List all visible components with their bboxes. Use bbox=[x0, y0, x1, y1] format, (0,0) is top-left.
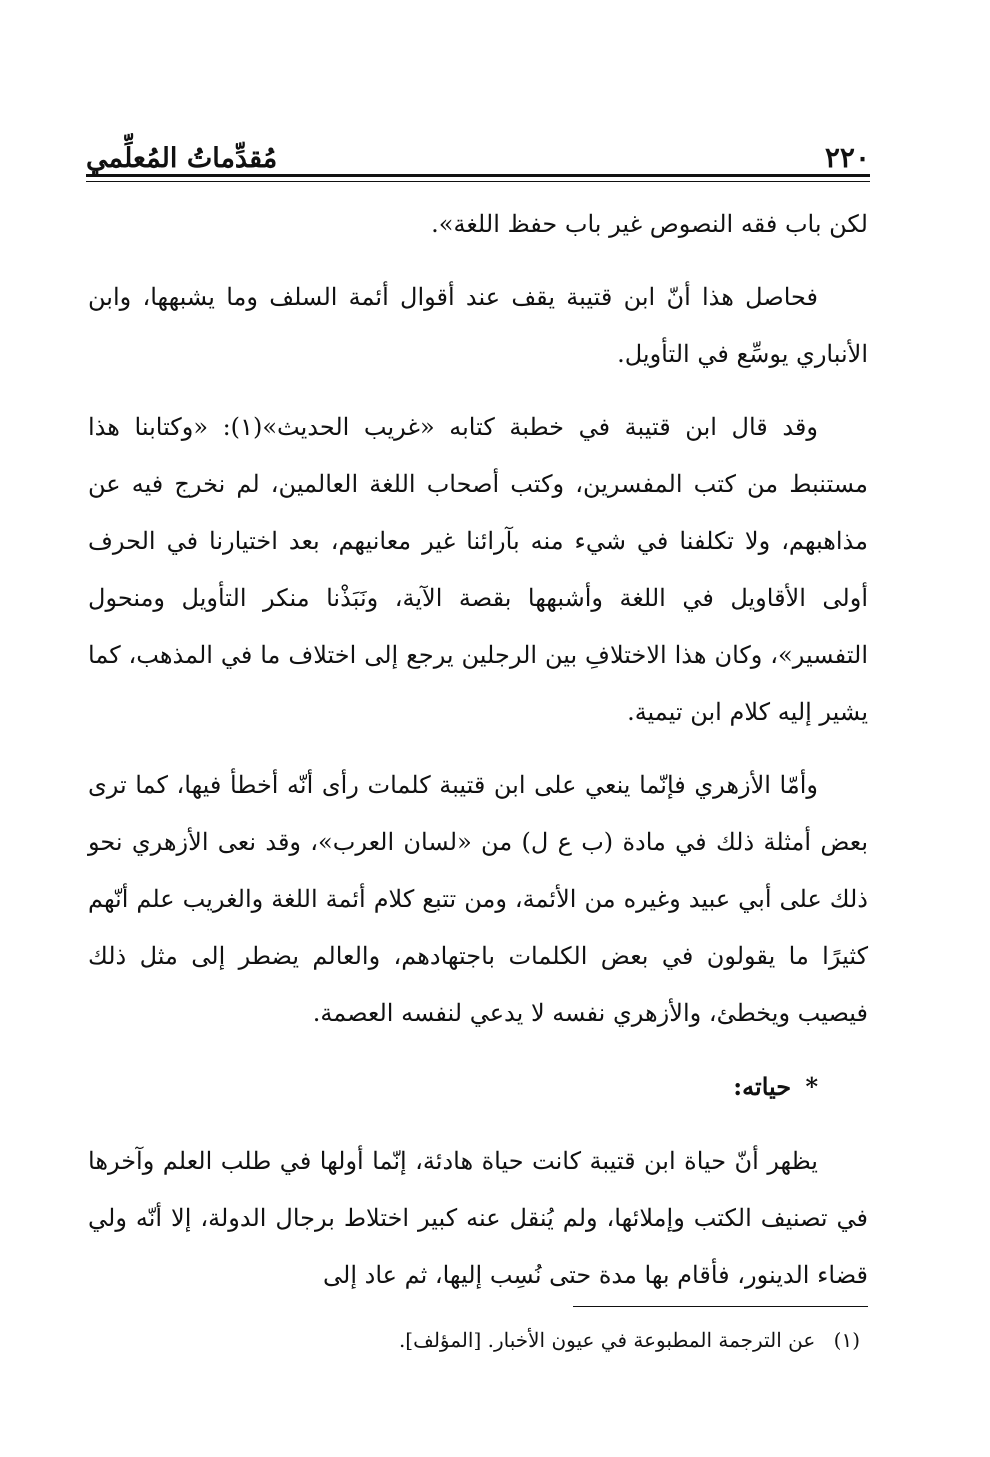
page-header bbox=[86, 128, 870, 172]
heading-text: حياته: bbox=[733, 1072, 792, 1101]
paragraph-continuation: لكن باب فقه النصوص غير باب حفظ اللغة». bbox=[431, 210, 868, 238]
paragraph: وأمّا الأزهري فإنّما ينعي على ابن قتيبة كلمات رأى أنّه أخطأ فيها، كما ترى بعض أمثلة ذلك في مادة (ب ع ل) من «لسان العرب»، وقد نعى الأزهري نحو ذلك على أبي عبيد وغيره من الأئمة، ومن تتبع كلام أئمة اللغة والغريب علم أنّهم كثيرًا ما يقولون في بعض الكلمات باجتهادهم، والعالم يضطر إلى مثل ذلك فيصيب ويخطئ، والأزهري نفسه لا يدعي لنفسه العصمة. bbox=[88, 771, 868, 1027]
paragraph: وقد قال ابن قتيبة في خطبة كتابه «غريب الحديث»(١): «وكتابنا هذا مستنبط من كتب المفسرين، وكتب أصحاب اللغة العالمين، لم نخرج فيه عن مذاهبهم، ولا تكلفنا في شيء منه بآرائنا غير معانيهم، بعد اختيارنا في الحرف أولى الأقاويل في اللغة وأشبهها بقصة الآية، ونَبَذْنا منكر التأويل ومنحول التفسير»، وكان هذا الاختلافِ بين الرجلين يرجع إلى اختلاف ما في المذهب، كما يشير إليه كلام ابن تيمية. bbox=[88, 413, 868, 726]
header-rule-thick bbox=[86, 174, 870, 177]
footnote bbox=[88, 1325, 860, 1355]
main-text bbox=[88, 196, 868, 1320]
heading-star: * bbox=[805, 1072, 818, 1101]
page-number: ٢٢٠ bbox=[824, 141, 870, 174]
running-title: مُقدِّماتُ المُعلِّمي bbox=[86, 143, 278, 174]
footnote-rule bbox=[573, 1306, 868, 1307]
paragraph: فحاصل هذا أنّ ابن قتيبة يقف عند أقوال أئمة السلف وما يشبهها، وابن الأنباري يوسِّع في التأويل. bbox=[88, 283, 868, 368]
section-heading bbox=[88, 1058, 868, 1115]
footnote-number: (١) bbox=[833, 1328, 860, 1352]
paragraph: يظهر أنّ حياة ابن قتيبة كانت حياة هادئة، إنّما أولها في طلب العلم وآخرها في تصنيف الكتب وإملائها، ولم يُنقل عنه كبير اختلاط برجال الدولة، إلا أنّه ولي قضاء الدينور، فأقام بها مدة حتى نُسِب إليها، ثم عاد إلى bbox=[88, 1147, 868, 1289]
header-rule-thin bbox=[86, 181, 870, 182]
footnote-text: عن الترجمة المطبوعة في عيون الأخبار. [المؤلف]. bbox=[398, 1328, 816, 1352]
